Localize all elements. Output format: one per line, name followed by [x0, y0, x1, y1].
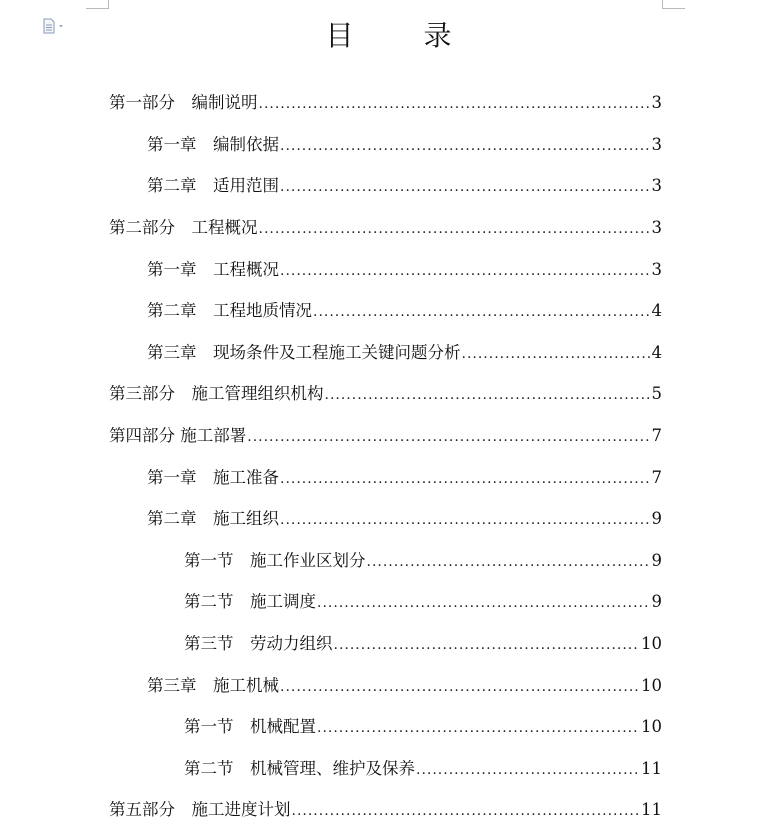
toc-entry-page-number: 7	[651, 468, 662, 487]
page-corner-mark-right	[662, 0, 685, 9]
toc-entry[interactable]	[147, 260, 662, 280]
toc-entry-label: 第一章 编制依据	[147, 135, 279, 154]
toc-leader-dots	[280, 261, 651, 281]
toc-entry-page-number: 10	[641, 634, 662, 653]
toc-entry-page-number: 3	[651, 260, 662, 279]
page-title	[0, 14, 779, 54]
toc-entry-label: 第二章 施工组织	[147, 509, 279, 528]
toc-entry-label: 第四部分 施工部署	[109, 426, 247, 445]
toc-leader-dots	[416, 760, 640, 780]
toc-entry[interactable]	[184, 759, 662, 779]
toc-entry[interactable]	[109, 93, 662, 113]
toc-entry-label: 第五部分 施工进度计划	[109, 800, 291, 819]
toc-entry[interactable]	[147, 301, 662, 321]
toc-entry-page-number: 9	[651, 592, 662, 611]
toc-entry-label: 第二章 适用范围	[147, 176, 279, 195]
toc-leader-dots	[317, 718, 640, 738]
toc-entry-label: 第一节 机械配置	[184, 717, 316, 736]
toc-entry[interactable]	[147, 343, 662, 363]
toc-entry-page-number: 3	[651, 93, 662, 112]
toc-entry-page-number: 11	[641, 759, 662, 778]
toc-leader-dots	[259, 219, 651, 239]
toc-entry-page-number: 9	[651, 551, 662, 570]
toc-leader-dots	[280, 677, 640, 697]
toc-entry-label: 第一部分 编制说明	[109, 93, 258, 112]
toc-entry-page-number: 11	[641, 800, 662, 819]
toc-leader-dots	[317, 593, 651, 613]
toc-leader-dots	[280, 510, 651, 530]
toc-entry-page-number: 3	[651, 135, 662, 154]
toc-entry[interactable]	[109, 800, 662, 820]
toc-entry-label: 第三章 现场条件及工程施工关键问题分析	[147, 343, 461, 362]
toc-entry-label: 第二节 施工调度	[184, 592, 316, 611]
toc-entry-page-number: 10	[641, 717, 662, 736]
toc-entry-label: 第一章 施工准备	[147, 468, 279, 487]
toc-leader-dots	[313, 302, 651, 322]
toc-entry-page-number: 7	[651, 426, 662, 445]
toc-entry-label: 第三部分 施工管理组织机构	[109, 384, 324, 403]
toc-leader-dots	[280, 469, 651, 489]
toc-entry[interactable]	[184, 634, 662, 654]
toc-entry-label: 第一节 施工作业区划分	[184, 551, 366, 570]
toc-leader-dots	[292, 801, 641, 821]
toc-entry-page-number: 9	[651, 509, 662, 528]
toc-entry[interactable]	[184, 551, 662, 571]
toc-entry[interactable]	[147, 176, 662, 196]
toc-entry-page-number: 3	[651, 218, 662, 237]
toc-leader-dots	[462, 344, 651, 364]
toc-entry-page-number: 5	[651, 384, 662, 403]
toc-leader-dots	[259, 94, 651, 114]
toc-entry[interactable]	[147, 509, 662, 529]
page-corner-mark-left	[86, 0, 109, 9]
toc-leader-dots	[280, 136, 651, 156]
toc-entry[interactable]	[147, 676, 662, 696]
toc-entry-label: 第一章 工程概况	[147, 260, 279, 279]
toc-entry-page-number: 10	[641, 676, 662, 695]
toc-entry-label: 第二部分 工程概况	[109, 218, 258, 237]
toc-leader-dots	[334, 635, 641, 655]
toc-entry-label: 第三节 劳动力组织	[184, 634, 333, 653]
toc-entry[interactable]	[184, 717, 662, 737]
title-char-1: 目	[325, 19, 356, 52]
title-char-2: 录	[423, 19, 454, 52]
toc-entry[interactable]	[184, 592, 662, 612]
toc-entry-label: 第二章 工程地质情况	[147, 301, 312, 320]
toc-leader-dots	[367, 552, 651, 572]
toc-entry[interactable]	[147, 468, 662, 488]
toc-entry-label: 第二节 机械管理、维护及保养	[184, 759, 415, 778]
toc-leader-dots	[247, 427, 650, 447]
toc-entry[interactable]	[109, 426, 662, 446]
toc-leader-dots	[280, 177, 651, 197]
toc-entry-page-number: 4	[651, 301, 662, 320]
toc-entry[interactable]	[109, 384, 662, 404]
toc-entry-page-number: 3	[651, 176, 662, 195]
toc-entry[interactable]	[147, 135, 662, 155]
toc-entry[interactable]	[109, 218, 662, 238]
toc-leader-dots	[325, 385, 651, 405]
toc-entry-page-number: 4	[651, 343, 662, 362]
toc-entry-label: 第三章 施工机械	[147, 676, 279, 695]
